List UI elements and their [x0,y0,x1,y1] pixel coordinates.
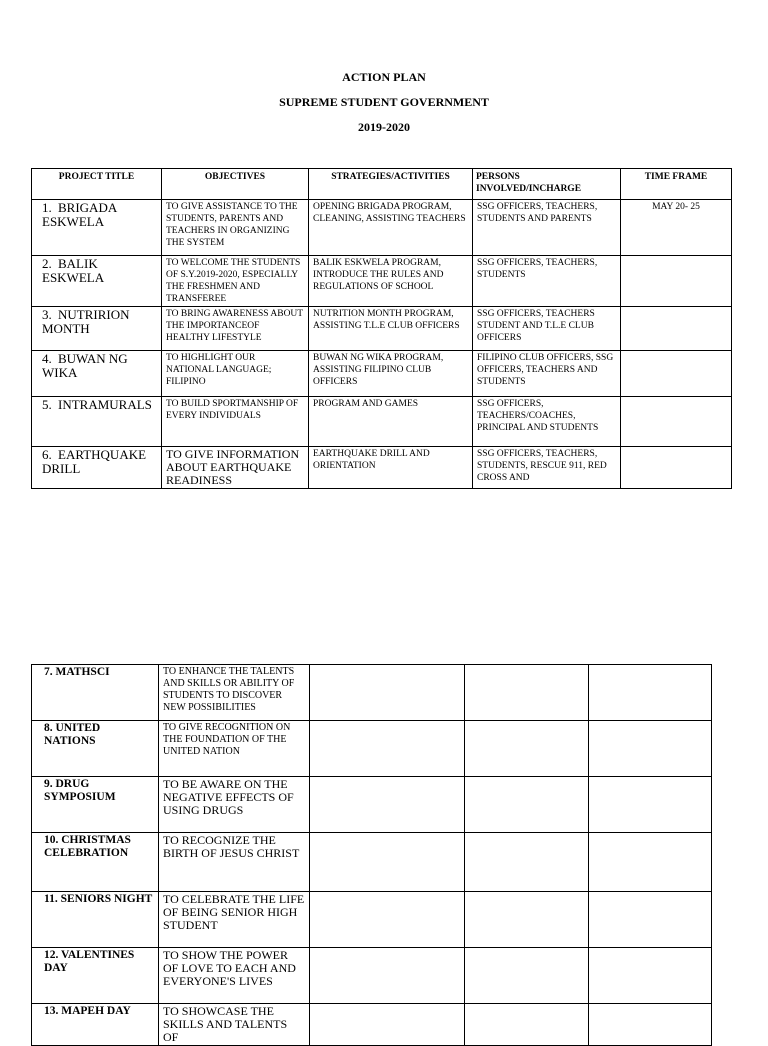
strategy-cell [310,721,465,777]
table-row [32,351,732,397]
column-header-objectives: OBJECTIVES [162,169,309,200]
project-title-cell: 9. DRUG SYMPOSIUM [32,777,159,833]
persons-cell [465,721,589,777]
project-title-cell [32,256,162,307]
persons-cell: SSG OFFICERS, TEACHERS STUDENT AND T.L.E CLUB OFFICERS [473,307,621,351]
table-row [32,307,732,351]
persons-cell: SSG OFFICERS, TEACHERS, STUDENTS [473,256,621,307]
table-row [32,200,732,256]
strategy-cell: BALIK ESKWELA PROGRAM, INTRODUCE THE RULES AND REGULATIONS OF SCHOOL [309,256,473,307]
persons-cell [465,665,589,721]
project-title-cell: 11. SENIORS NIGHT [32,892,159,948]
table-row [32,397,732,447]
persons-cell: SSG OFFICERS, TEACHERS, STUDENTS AND PARENTS [473,200,621,256]
column-header-time-frame: TIME FRAME [621,169,732,200]
time-frame-cell [589,721,712,777]
row-number: 4. [42,351,52,366]
table-row [32,665,712,721]
project-title: EARTHQUAKE DRILL [42,447,147,476]
objective-cell: TO GIVE ASSISTANCE TO THE STUDENTS, PARENTS AND TEACHERS IN ORGANIZING THE SYSTEM [162,200,309,256]
time-frame-cell [621,307,732,351]
table-row [32,256,732,307]
project-title: INTRAMURALS [58,397,152,412]
org-name: SUPREME STUDENT GOVERNMENT [279,95,489,109]
time-frame-cell [621,447,732,489]
time-frame-cell [589,833,712,892]
table-row [32,721,712,777]
project-title-cell: 12. VALENTINES DAY [32,948,159,1004]
table-row [32,777,712,833]
row-number: 6. [42,447,52,462]
time-frame-cell [589,665,712,721]
strategy-cell: EARTHQUAKE DRILL AND ORIENTATION [309,447,473,489]
objective-cell: TO HIGHLIGHT OUR NATIONAL LANGUAGE; FILIPINO [162,351,309,397]
persons-cell: FILIPINO CLUB OFFICERS, SSG OFFICERS, TEACHERS AND STUDENTS [473,351,621,397]
objective-cell: TO GIVE INFORMATION ABOUT EARTHQUAKE READINESS [162,447,309,489]
project-title: BALIK ESKWELA [42,256,105,285]
time-frame-cell [621,256,732,307]
time-frame-cell [589,777,712,833]
project-title-cell [32,200,162,256]
table-row [32,948,712,1004]
objective-cell: TO RECOGNIZE THE BIRTH OF JESUS CHRIST [159,833,310,892]
strategy-cell [310,892,465,948]
project-title-cell: 7. MATHSCI [32,665,159,721]
persons-cell [465,777,589,833]
project-title-cell [32,397,162,447]
row-number: 3. [42,307,52,322]
table-row [32,1004,712,1046]
project-title-cell: 8. UNITED NATIONS [32,721,159,777]
objective-cell: TO SHOW THE POWER OF LOVE TO EACH AND EVERYONE'S LIVES [159,948,310,1004]
objective-cell: TO SHOWCASE THE SKILLS AND TALENTS OF [159,1004,310,1046]
project-title: BUWAN NG WIKA [42,351,128,380]
objective-cell: TO BUILD SPORTMANSHIP OF EVERY INDIVIDUALS [162,397,309,447]
strategy-cell [310,948,465,1004]
table-row [32,447,732,489]
strategy-cell: OPENING BRIGADA PROGRAM, CLEANING, ASSISTING TEACHERS [309,200,473,256]
project-title-cell [32,351,162,397]
persons-cell [465,948,589,1004]
strategy-cell: NUTRITION MONTH PROGRAM, ASSISTING T.L.E CLUB OFFICERS [309,307,473,351]
row-number: 2. [42,256,52,271]
action-plan-table-continued [31,664,712,1046]
strategy-cell [310,777,465,833]
time-frame-cell: MAY 20- 25 [621,200,732,256]
strategy-cell: BUWAN NG WIKA PROGRAM, ASSISTING FILIPINO CLUB OFFICERS [309,351,473,397]
objective-cell: TO WELCOME THE STUDENTS OF S.Y.2019-2020, ESPECIALLY THE FRESHMEN AND TRANSFEREE [162,256,309,307]
time-frame-cell [589,892,712,948]
persons-cell [465,833,589,892]
time-frame-cell [589,1004,712,1046]
persons-cell [465,1004,589,1046]
strategy-cell [310,833,465,892]
table-row [32,892,712,948]
persons-cell: SSG OFFICERS, TEACHERS, STUDENTS, RESCUE 911, RED CROSS AND [473,447,621,489]
persons-cell [465,892,589,948]
time-frame-cell [621,397,732,447]
project-title-cell [32,307,162,351]
project-title: NUTRIRION MONTH [42,307,130,336]
strategy-cell: PROGRAM AND GAMES [309,397,473,447]
column-header-strategies: STRATEGIES/ACTIVITIES [309,169,473,200]
objective-cell: TO GIVE RECOGNITION ON THE FOUNDATION OF THE UNITED NATION [159,721,310,777]
project-title-cell: 13. MAPEH DAY [32,1004,159,1046]
column-header-project-title: PROJECT TITLE [32,169,162,200]
strategy-cell [310,1004,465,1046]
time-frame-cell [589,948,712,1004]
project-title-cell: 10. CHRISTMAS CELEBRATION [32,833,159,892]
strategy-cell [310,665,465,721]
objective-cell: TO BRING AWARENESS ABOUT THE IMPORTANCEOF HEALTHY LIFESTYLE [162,307,309,351]
objective-cell: TO CELEBRATE THE LIFE OF BEING SENIOR HIGH STUDENT [159,892,310,948]
project-title: BRIGADA ESKWELA [42,200,117,229]
project-title-cell [32,447,162,489]
action-plan-table [31,168,732,489]
table-row [32,833,712,892]
objective-cell: TO ENHANCE THE TALENTS AND SKILLS OR ABILITY OF STUDENTS TO DISCOVER NEW POSSIBILITIES [159,665,310,721]
column-header-persons: PERSONS INVOLVED/INCHARGE [473,169,621,200]
persons-cell: SSG OFFICERS, TEACHERS/COACHES, PRINCIPAL AND STUDENTS [473,397,621,447]
doc-title: ACTION PLAN [342,70,426,84]
row-number: 1. [42,200,52,215]
table-header-row [32,169,732,200]
school-year: 2019-2020 [358,120,410,134]
time-frame-cell [621,351,732,397]
row-number: 5. [42,397,52,412]
objective-cell: TO BE AWARE ON THE NEGATIVE EFFECTS OF USING DRUGS [159,777,310,833]
